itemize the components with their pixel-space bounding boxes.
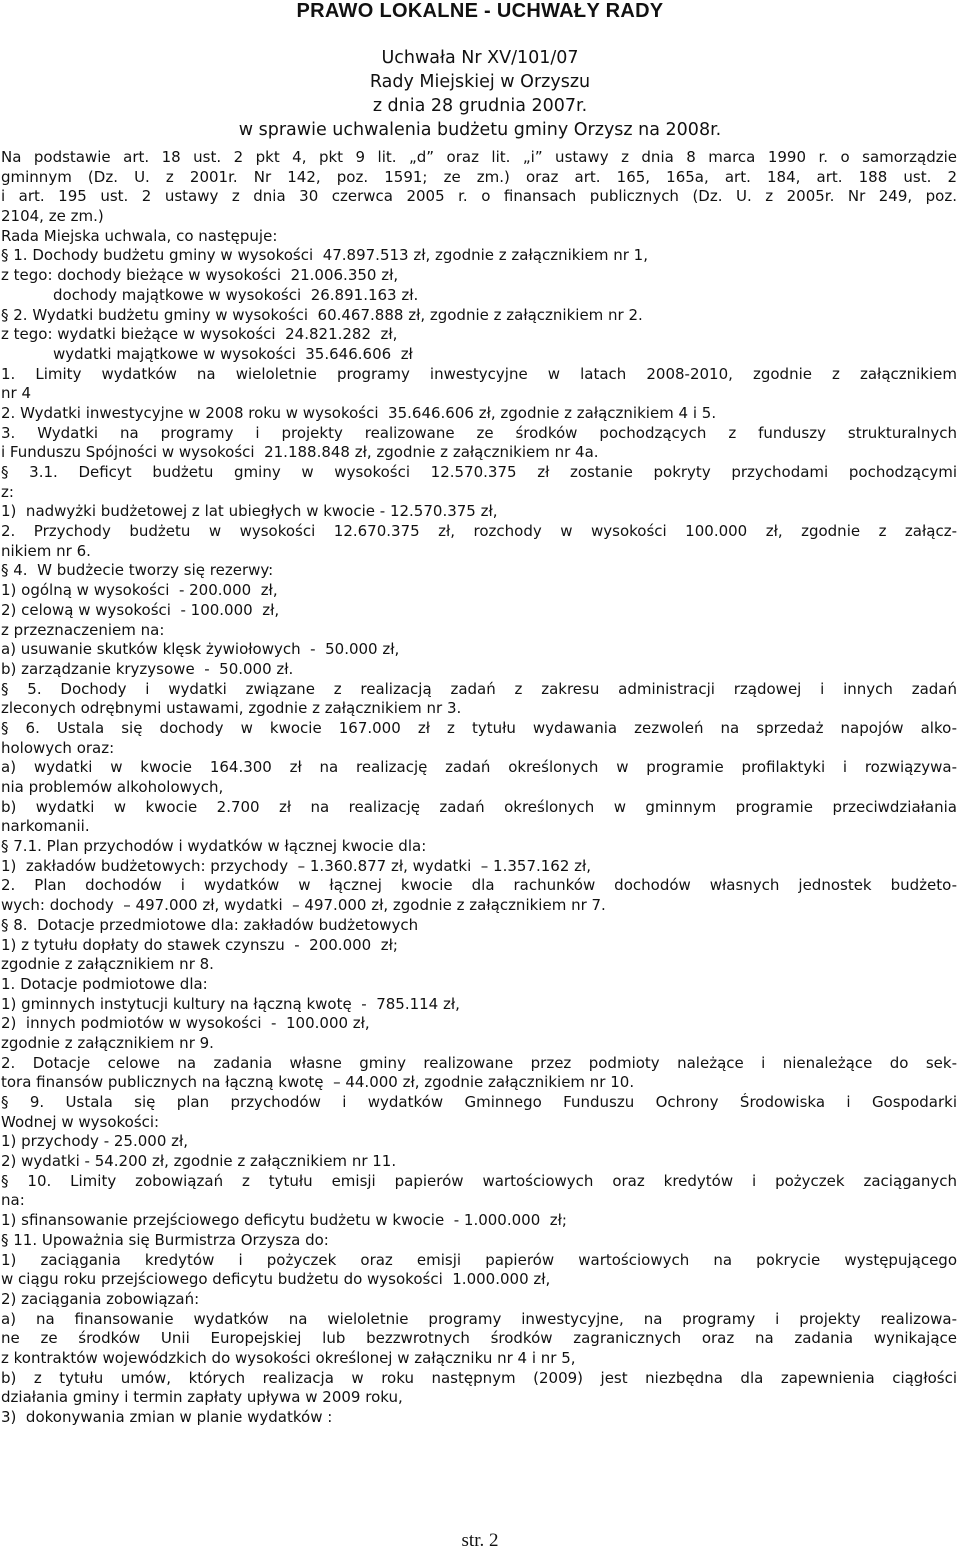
text-line: dochody majątkowe w wysokości 26.891.163 zł. <box>53 285 419 304</box>
page-number: str. 2 <box>461 1530 499 1551</box>
text-line: a) na finansowanie wydatków na wieloletnie programy inwestycyjne, na programy i projekty realizowa- <box>1 1309 957 1328</box>
text-line: 1) z tytułu dopłaty do stawek czynszu - 200.000 zł; <box>1 935 398 954</box>
text-line: Wodnej w wysokości: <box>1 1112 160 1131</box>
text-line: 1. Limity wydatków na wieloletnie programy inwestycyjne w latach 2008-2010, zgodnie z załącznikiem <box>1 364 957 383</box>
text-line: 1) sfinansowanie przejściowego deficytu budżetu w kwocie - 1.000.000 zł; <box>1 1211 567 1230</box>
text-line: z kontraktów wojewódzkich do wysokości określonej w załączniku nr 4 i nr 5, <box>1 1348 576 1367</box>
text-line: § 11. Upoważnia się Burmistrza Orzysza do: <box>1 1230 329 1249</box>
section-header: PRAWO LOKALNE - UCHWAŁY RADY <box>296 0 664 22</box>
text-line: ne ze środków Unii Europejskiej lub bezzwrotnych środków zagranicznych oraz na zadania wynikające <box>1 1329 957 1348</box>
text-line: na: <box>1 1191 25 1210</box>
text-line: b) zarządzanie kryzysowe - 50.000 zł. <box>1 659 294 678</box>
resolution-body <box>1 148 957 1428</box>
text-line: b) z tytułu umów, których realizacja w roku następnym (2009) jest niezbędna dla zapewnienia ciągłości <box>1 1368 957 1387</box>
text-line: § 8. Dotacje przedmiotowe dla: zakładów budżetowych <box>1 915 419 934</box>
text-line: 2. Wydatki inwestycyjne w 2008 roku w wysokości 35.646.606 zł, zgodnie z załącznikiem 4 i 5. <box>1 403 717 422</box>
text-line: tora finansów publicznych na łączną kwotę – 44.000 zł, zgodnie załącznikiem nr 10. <box>1 1073 635 1092</box>
text-line: 2. Plan dochodów i wydatków w łącznej kwocie dla rachunków dochodów własnych jednostek budżeto- <box>1 876 957 895</box>
text-line: 3. Wydatki na programy i projekty realizowane ze środków pochodzących z funduszy strukturalnych <box>1 423 957 442</box>
text-line: § 2. Wydatki budżetu gminy w wysokości 60.467.888 zł, zgodnie z załącznikiem nr 2. <box>1 305 643 324</box>
text-line: Na podstawie art. 18 ust. 2 pkt 4, pkt 9 lit. „d” oraz lit. „i” ustawy z dnia 8 marca 1990 r. o samorządzie <box>1 148 957 166</box>
text-line: 2104, ze zm.) <box>1 207 104 226</box>
text-line: 1) zakładów budżetowych: przychody – 1.360.877 zł, wydatki – 1.357.162 zł, <box>1 856 592 875</box>
text-line: gminnym (Dz. U. z 2001r. Nr 142, poz. 1591; ze zm.) oraz art. 165, 165a, art. 184, art. 188 ust. 2 <box>1 167 957 186</box>
text-line: zgodnie z załącznikiem nr 8. <box>1 955 214 974</box>
text-line: 2) wydatki - 54.200 zł, zgodnie z załącznikiem nr 11. <box>1 1152 397 1171</box>
text-line: 1) nadwyżki budżetowej z lat ubiegłych w kwocie - 12.570.375 zł, <box>1 502 498 521</box>
text-line: b) wydatki w kwocie 2.700 zł na realizację zadań określonych w gminnym programie przeciwdziałania <box>1 797 957 816</box>
text-line: i art. 195 ust. 2 ustawy z dnia 30 czerwca 2005 r. o finansach publicznych (Dz. U. z 2005r. Nr 249, poz. <box>1 187 957 206</box>
text-line: § 6. Ustala się dochody w kwocie 167.000 zł z tytułu wydawania zezwoleń na sprzedaż napojów alko- <box>1 718 957 737</box>
text-line: z tego: wydatki bieżące w wysokości 24.821.282 zł, <box>1 325 398 344</box>
text-line: 2) zaciągania zobowiązań: <box>1 1289 200 1308</box>
resolution-number: Uchwała Nr XV/101/07 <box>381 48 579 68</box>
text-line: 1) gminnych instytucji kultury na łączną kwotę - 785.114 zł, <box>1 994 460 1013</box>
text-line: § 10. Limity zobowiązań z tytułu emisji papierów wartościowych oraz kredytów i pożyczek zaciąganych <box>1 1171 957 1190</box>
text-line: Rada Miejska uchwala, co następuje: <box>1 226 278 245</box>
text-line: z: <box>1 482 14 501</box>
text-line: 2) celową w wysokości - 100.000 zł, <box>1 600 280 619</box>
text-line: narkomanii. <box>1 817 90 836</box>
resolution-title <box>0 46 960 142</box>
text-line: z przeznaczeniem na: <box>1 620 165 639</box>
text-line: a) wydatki w kwocie 164.300 zł na realizację zadań określonych w programie profilaktyki i rozwiązywa- <box>1 758 957 777</box>
text-line: nikiem nr 6. <box>1 541 91 560</box>
text-line: zleconych odrębnymi ustawami, zgodnie z załącznikiem nr 3. <box>1 699 462 718</box>
text-line: 2) innych podmiotów w wysokości - 100.000 zł, <box>1 1014 370 1033</box>
text-line: 1) ogólną w wysokości - 200.000 zł, <box>1 581 278 600</box>
text-line: 2. Dotacje celowe na zadania własne gminy realizowane przez podmioty należące i nienależące do sek- <box>1 1053 957 1072</box>
text-line: § 7.1. Plan przychodów i wydatków w łącznej kwocie dla: <box>1 837 427 856</box>
text-line: i Funduszu Spójności w wysokości 21.188.848 zł, zgodnie z załącznikiem nr 4a. <box>1 443 599 462</box>
text-line: holowych oraz: <box>1 738 115 757</box>
resolution-date: z dnia 28 grudnia 2007r. <box>372 96 588 116</box>
text-line: nr 4 <box>1 384 31 403</box>
text-line: zgodnie z załącznikiem nr 9. <box>1 1033 214 1052</box>
text-line: § 9. Ustala się plan przychodów i wydatków Gminnego Funduszu Ochrony Środowiska i Gospodarki <box>1 1093 957 1111</box>
text-line: a) usuwanie skutków klęsk żywiołowych - 50.000 zł, <box>1 640 400 659</box>
text-line: 3) dokonywania zmian w planie wydatków : <box>1 1408 333 1426</box>
text-line: z tego: dochody bieżące w wysokości 21.006.350 zł, <box>1 266 399 285</box>
resolution-subject: w sprawie uchwalenia budżetu gminy Orzysz na 2008r. <box>238 120 722 140</box>
text-line: 1) przychody - 25.000 zł, <box>1 1132 189 1151</box>
resolution-council: Rady Miejskiej w Orzyszu <box>369 72 591 92</box>
text-line: 1) zaciągania kredytów i pożyczek oraz emisji papierów wartościowych na pokrycie występującego <box>1 1250 957 1269</box>
text-line: 1. Dotacje podmiotowe dla: <box>1 974 208 993</box>
text-line: wych: dochody – 497.000 zł, wydatki – 497.000 zł, zgodnie z załącznikiem nr 7. <box>1 896 606 915</box>
text-line: § 1. Dochody budżetu gminy w wysokości 47.897.513 zł, zgodnie z załącznikiem nr 1, <box>1 246 648 265</box>
text-line: działania gminy i termin zapłaty upływa w 2009 roku, <box>1 1388 403 1407</box>
text-line: wydatki majątkowe w wysokości 35.646.606 zł <box>53 344 413 363</box>
text-line: § 5. Dochody i wydatki związane z realizacją zadań z zakresu administracji rządowej i innych zadań <box>1 679 957 698</box>
text-line: 2. Przychody budżetu w wysokości 12.670.375 zł, rozchody w wysokości 100.000 zł, zgodnie z załącz- <box>1 522 957 541</box>
text-line: w ciągu roku przejściowego deficytu budżetu do wysokości 1.000.000 zł, <box>1 1270 551 1289</box>
text-line: § 4. W budżecie tworzy się rezerwy: <box>1 561 274 580</box>
text-line: § 3.1. Deficyt budżetu gminy w wysokości 12.570.375 zł zostanie pokryty przychodami pochodzącymi <box>1 463 957 481</box>
text-line: nia problemów alkoholowych, <box>1 778 224 796</box>
